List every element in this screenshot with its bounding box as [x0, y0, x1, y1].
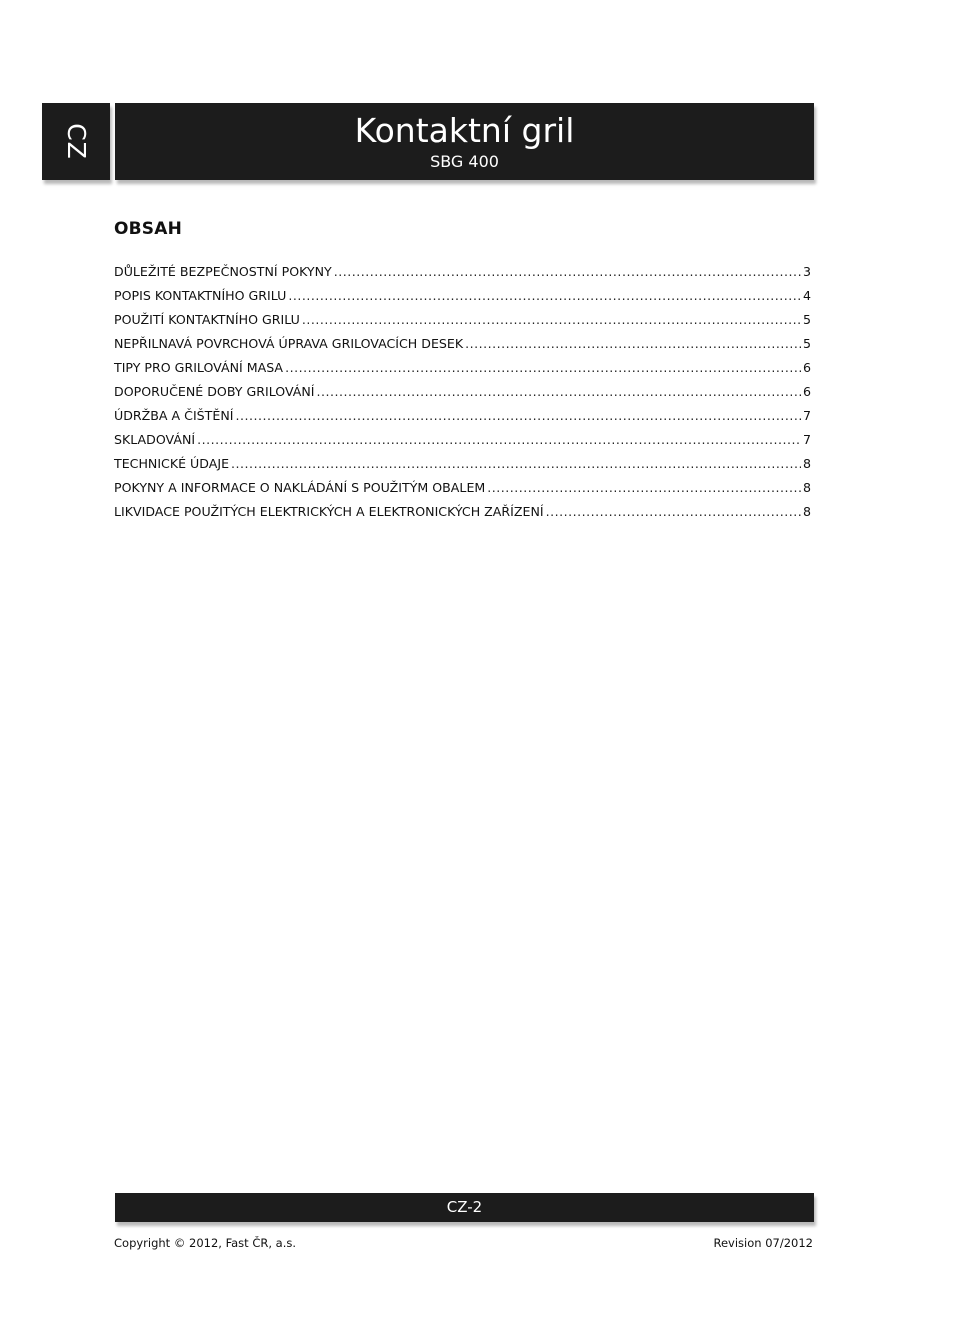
language-code: CZ — [61, 123, 91, 160]
toc-entry-label: POUŽITÍ KONTAKTNÍHO GRILU — [114, 312, 300, 327]
toc-entry[interactable] — [114, 358, 811, 382]
toc-entry-page: 7 — [802, 432, 811, 447]
toc-entry[interactable] — [114, 502, 811, 526]
toc-entry[interactable] — [114, 382, 811, 406]
table-of-contents — [114, 262, 811, 526]
toc-entry-label: SKLADOVÁNÍ — [114, 432, 196, 447]
toc-dot-leader — [334, 262, 801, 282]
title-bar — [115, 103, 814, 180]
toc-entry-page: 8 — [802, 480, 811, 495]
toc-entry[interactable] — [114, 286, 811, 310]
toc-entry-page: 7 — [802, 408, 811, 423]
page-number: CZ-2 — [446, 1198, 483, 1216]
toc-heading: OBSAH — [114, 219, 183, 239]
model-number: SBG 400 — [430, 152, 499, 171]
toc-dot-leader — [546, 502, 801, 522]
toc-entry-page: 5 — [802, 312, 811, 327]
toc-entry[interactable] — [114, 262, 811, 286]
footer-page-bar — [115, 1193, 814, 1222]
toc-entry-label: NEPŘILNAVÁ POVRCHOVÁ ÚPRAVA GRILOVACÍCH DESEK — [114, 336, 464, 351]
toc-entry-page: 8 — [802, 456, 811, 471]
toc-dot-leader — [235, 406, 801, 426]
toc-entry-page: 6 — [802, 384, 811, 399]
toc-dot-leader — [288, 286, 801, 306]
toc-dot-leader — [465, 334, 801, 354]
toc-dot-leader — [231, 454, 801, 474]
toc-entry-page: 8 — [802, 504, 811, 519]
toc-dot-leader — [197, 430, 801, 450]
toc-entry-label: DŮLEŽITÉ BEZPEČNOSTNÍ POKYNY — [114, 264, 332, 279]
toc-entry-label: LIKVIDACE POUŽITÝCH ELEKTRICKÝCH A ELEKTRONICKÝCH ZAŘÍZENÍ — [114, 504, 544, 519]
toc-dot-leader — [487, 478, 801, 498]
toc-entry[interactable] — [114, 478, 811, 502]
toc-entry-label: POKYNY A INFORMACE O NAKLÁDÁNÍ S POUŽITÝM OBALEM — [114, 480, 486, 495]
toc-entry-label: TIPY PRO GRILOVÁNÍ MASA — [114, 360, 284, 375]
toc-dot-leader — [285, 358, 801, 378]
toc-entry-label: DOPORUČENÉ DOBY GRILOVÁNÍ — [114, 384, 315, 399]
language-tab — [42, 103, 110, 180]
copyright-notice: Copyright © 2012, Fast ČR, a.s. — [114, 1236, 297, 1250]
toc-entry-page: 4 — [802, 288, 811, 303]
revision-label: Revision 07/2012 — [713, 1236, 813, 1250]
toc-dot-leader — [302, 310, 801, 330]
toc-entry[interactable] — [114, 310, 811, 334]
toc-entry-label: POPIS KONTAKTNÍHO GRILU — [114, 288, 287, 303]
toc-entry[interactable] — [114, 454, 811, 478]
document-title: Kontaktní gril — [354, 111, 575, 150]
toc-entry[interactable] — [114, 334, 811, 358]
toc-entry-label: TECHNICKÉ ÚDAJE — [114, 456, 230, 471]
toc-entry[interactable] — [114, 430, 811, 454]
toc-entry[interactable] — [114, 406, 811, 430]
toc-entry-page: 6 — [802, 360, 811, 375]
toc-dot-leader — [317, 382, 801, 402]
toc-entry-page: 3 — [802, 264, 811, 279]
toc-entry-page: 5 — [802, 336, 811, 351]
toc-entry-label: ÚDRŽBA A ČIŠTĚNÍ — [114, 408, 234, 423]
